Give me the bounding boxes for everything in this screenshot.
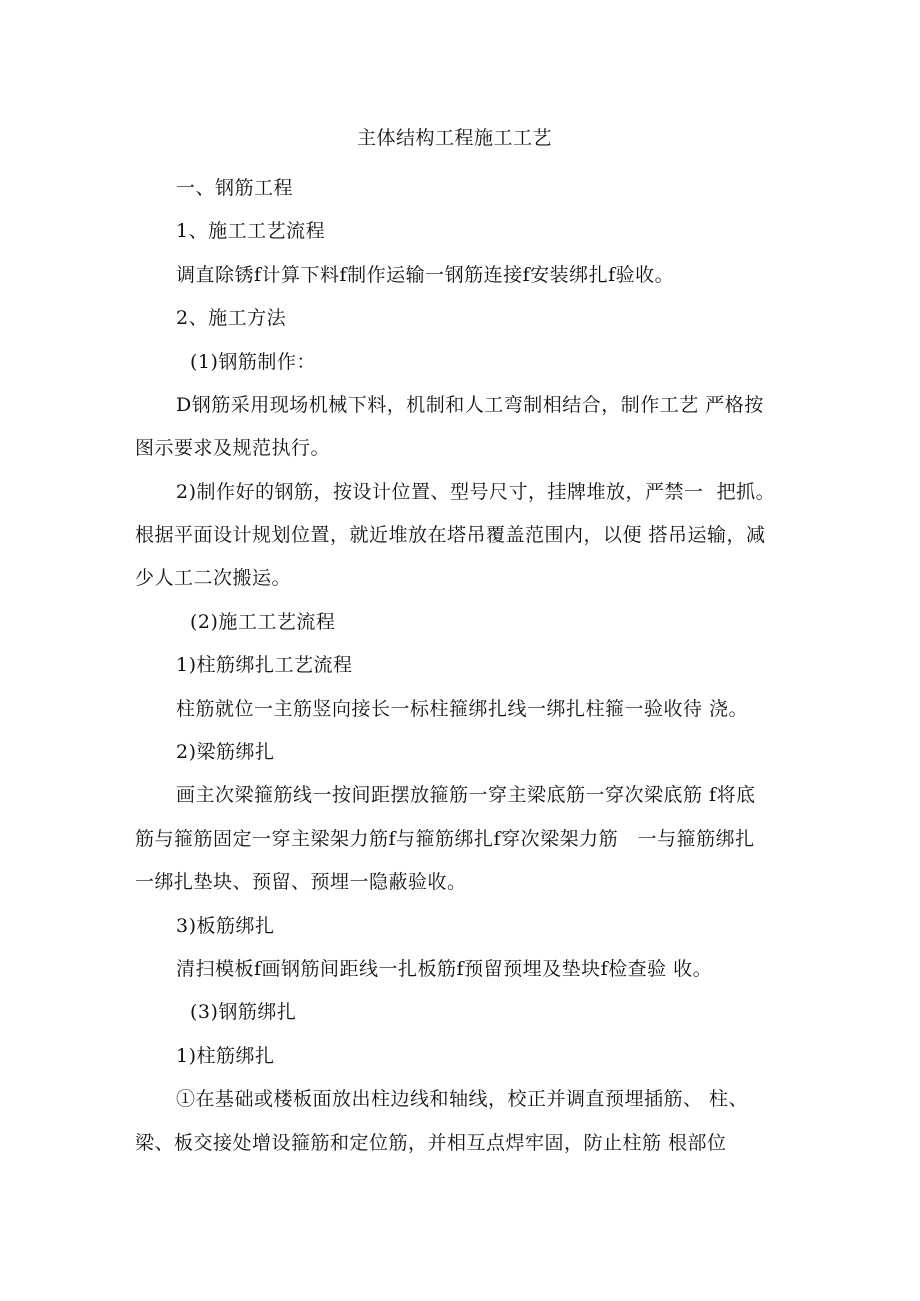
paragraph-line: D钢筋采用现场机械下料，机制和人工弯制相结合，制作工艺 严格按 (176, 394, 764, 416)
paragraph-line: 根据平面设计规划位置，就近堆放在塔吊覆盖范围内，以便 搭吊运输，减 (135, 524, 766, 546)
paragraph-line: 柱筋就位一主筋竖向接长一标柱箍绑扎线一绑扎柱箍一验收待 浇。 (176, 698, 749, 720)
paragraph-line: 少人工二次搬运。 (135, 567, 292, 589)
subheading-column-rebar-flow: 1)柱筋绑扎工艺流程 (176, 654, 353, 676)
subheading-column-binding: 1)柱筋绑扎 (176, 1045, 275, 1067)
paragraph-line: 画主次梁箍筋线一按间距摆放箍筋一穿主梁底筋一穿次梁底筋 f将底 (176, 784, 756, 806)
paragraph-line: ①在基础或楼板面放出柱边线和轴线，校正并调直预埋插筋、 柱、 (176, 1088, 749, 1110)
paragraph-line: 一绑扎垫块、预留、预埋一隐蔽验收。 (135, 871, 467, 893)
subheading-rebar-fabrication: (1)钢筋制作： (190, 351, 316, 373)
paragraph-line: 清扫模板f画钢筋间距线一扎板筋f预留预埋及垫块f检查验 收。 (176, 958, 713, 980)
document-title: 主体结构工程施工工艺 (357, 127, 553, 149)
paragraph-line: 图示要求及规范执行。 (135, 437, 331, 459)
paragraph-line: 梁、板交接处增设箍筋和定位筋，并相互点焊牢固，防止柱筋 根部位 (135, 1132, 727, 1154)
subheading-rebar-binding: (3)钢筋绑扎 (190, 1001, 297, 1023)
subheading-beam-rebar: 2)梁筋绑扎 (176, 741, 275, 763)
heading-rebar-engineering: 一、钢筋工程 (176, 177, 294, 199)
subheading-process-flow: (2)施工工艺流程 (190, 611, 336, 633)
heading-construction-method: 2、施工方法 (176, 307, 287, 329)
paragraph-line: 筋与箍筋固定一穿主梁架力筋f与箍筋绑扎f穿次梁架力筋 一与箍筋绑扎 (135, 828, 755, 850)
paragraph-line: 调直除锈f计算下料f制作运输一钢筋连接f安装绑扎f验收。 (176, 264, 675, 286)
subheading-slab-rebar: 3)板筋绑扎 (176, 915, 275, 937)
heading-process-flow: 1、施工工艺流程 (176, 220, 326, 242)
paragraph-line: 2)制作好的钢筋，按设计位置、型号尺寸，挂牌堆放，严禁一 把抓。 (176, 481, 776, 503)
